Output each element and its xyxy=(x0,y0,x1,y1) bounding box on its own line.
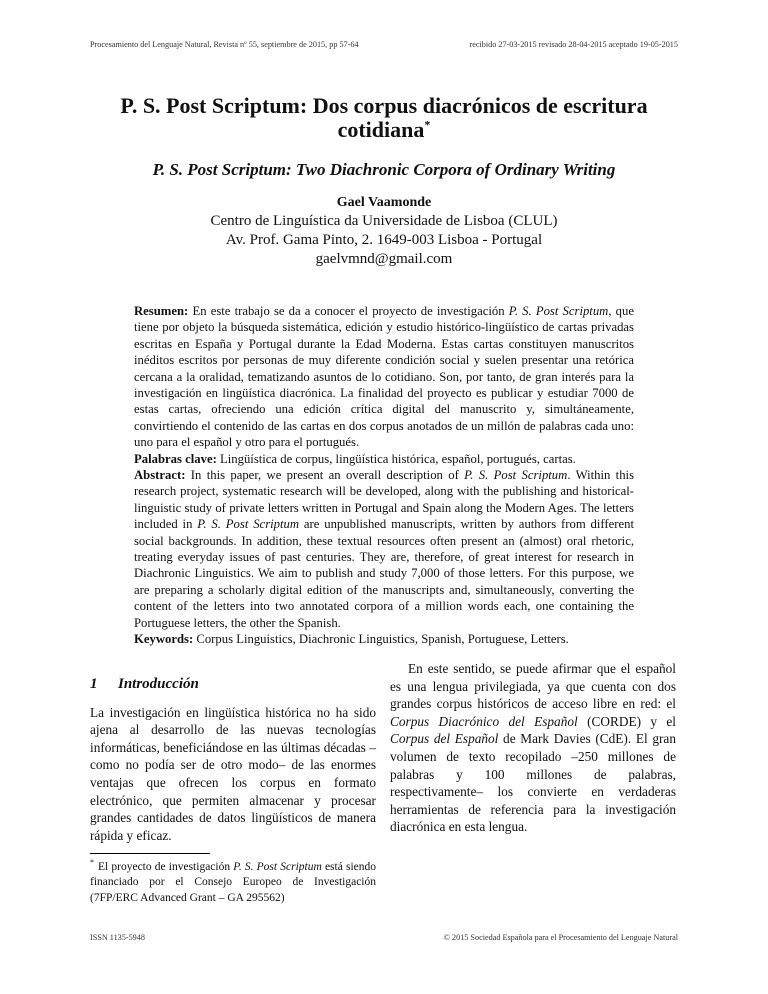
abstract-paragraph xyxy=(134,467,634,631)
resumen-text-1: En este trabajo se da a conocer el proyecto de investigación xyxy=(192,304,505,318)
cde-title: Corpus del Español xyxy=(390,731,499,747)
right-column xyxy=(390,660,676,836)
abstract-text-3: are unpublished manuscripts, written by authors from different social backgrounds. In addition, these textual resources often present an (almost) oral rhetoric, treating everyday issues of past centuries. They are, therefore, of great interest for research in Diachronic Linguistics. We aim to publish and study 7,000 of those letters. For this purpose, we are preparing a scholarly digital edition of the manuscripts and, simultaneously, converting the content of the letters into two annotated corpora of a million words each, one containing the Portuguese letters, the other the Spanish. xyxy=(134,517,634,630)
resumen-project-name: P. S. Post Scriptum xyxy=(508,304,609,318)
abstract-keywords-text: Corpus Linguistics, Diachronic Linguistics, Spanish, Portuguese, Letters. xyxy=(196,632,569,647)
footnote-mark: * xyxy=(90,858,94,868)
title-block xyxy=(90,94,678,269)
right-text-1: En este sentido, se puede afirmar que el español es una lengua privilegiada, ya que cuenta con dos grandes corpus históricos de acceso libre en red: el xyxy=(390,661,676,712)
footnote-project-name: P. S. Post Scriptum xyxy=(233,861,322,873)
title-footnote-mark[interactable]: * xyxy=(424,117,431,132)
page-footer xyxy=(90,933,678,942)
resumen-block xyxy=(134,303,634,467)
submission-dates: recibido 27-03-2015 revisado 28-04-2015 aceptado 19-05-2015 xyxy=(469,40,678,49)
resumen-paragraph xyxy=(134,303,634,451)
right-text-2: (CORDE) y el xyxy=(587,713,676,729)
abstract-label: Abstract: xyxy=(134,468,186,482)
abstract-text-1: In this paper, we present an overall description of xyxy=(190,468,459,482)
paper-title xyxy=(90,94,678,142)
footnote-divider xyxy=(90,853,210,854)
resumen-keywords-label: Palabras clave: xyxy=(134,451,217,466)
author-affiliation: Centro de Linguística da Universidade de Lisboa (CLUL) xyxy=(210,213,558,229)
abstract-project-name-1: P. S. Post Scriptum xyxy=(464,468,568,482)
section-title: Introducción xyxy=(118,676,199,692)
right-text-3: de Mark Davies (CdE). El gran volumen de texto recopilado –250 millones de palabras y 100 millones de palabras, respectivamente– los convierte en verdaderas herramientas de referencia para la investigación diacrónica en esta lengua. xyxy=(390,731,676,835)
issn: ISSN 1135-5948 xyxy=(90,933,145,942)
section-heading-introduccion xyxy=(90,676,376,694)
footnote-text-2: está siendo financiado por el Consejo Europeo de Investigación (7FP/ERC Advanced Grant – GA 295562) xyxy=(90,861,377,904)
footnote-text-1: El proyecto de investigación xyxy=(98,861,231,873)
resumen-label: Resumen: xyxy=(134,304,189,318)
resumen-keywords-text: Lingüística de corpus, lingüística histórica, español, portugués, cartas. xyxy=(219,451,576,466)
author-address: Av. Prof. Gama Pinto, 2. 1649-003 Lisboa - Portugal xyxy=(225,232,543,248)
author-email[interactable]: gaelvmnd@gmail.com xyxy=(315,251,453,267)
abstract-keywords-label: Keywords: xyxy=(134,632,194,647)
resumen-keywords xyxy=(134,451,634,467)
section-number: 1 xyxy=(90,676,98,692)
copyright: © 2015 Sociedad Española para el Procesamiento del Lenguaje Natural xyxy=(443,933,678,942)
right-paragraph xyxy=(390,660,676,836)
journal-citation: Procesamiento del Lenguaje Natural, Revista nº 55, septiembre de 2015, pp 57-64 xyxy=(90,40,359,49)
resumen-text-2: , que tiene por objeto la búsqueda sistemática, edición y estudio histórico-lingüístico de cartas privadas escritas en España y Portugal durante la Edad Moderna. Estas cartas constituyen manuscritos inéditos escritos por personas de muy diferente condición social y suelen presentar una retórica cercana a la oralidad, tematizando asuntos de lo cotidiano. Son, por tanto, de gran interés para la investigación en lingüística diacrónica. La finalidad del proyecto es publicar y estudiar 7000 de estas cartas, ofreciendo una edición crítica digital del manuscrito y, simultáneamente, convirtiendo el contenido de las cartas en dos corpus anotados de un millón de palabras cada uno: uno para el español y otro para el portugués. xyxy=(134,304,634,450)
paper-title-text: P. S. Post Scriptum: Dos corpus diacrónicos de escritura cotidiana xyxy=(120,93,648,142)
left-column xyxy=(90,640,376,844)
abstract-text-2: . Within this research project, systematic research will be developed, along with the publishing and historical-linguistic study of private letters written in Portugal and Spain along the Modern Ages. The letters included in xyxy=(134,468,635,532)
footnote xyxy=(90,860,376,906)
abstract-project-name-2: P. S. Post Scriptum xyxy=(197,517,300,532)
abstract-block xyxy=(134,467,634,647)
running-header xyxy=(90,40,678,49)
english-title: P. S. Post Scriptum: Two Diachronic Corpora of Ordinary Writing xyxy=(152,160,616,179)
author-name: Gael Vaamonde xyxy=(336,195,432,210)
corde-title: Corpus Diacrónico del Español xyxy=(390,713,578,729)
intro-paragraph: La investigación en lingüística histórica no ha sido ajena al desarrollo de las nuevas tecnologías informáticas, beneficiándose en las últimas décadas –como no podía ser de otro modo– de las enormes ventajas que ofrecen los corpus en formato electrónico, que permiten almacenar y procesar grandes cantidades de datos lingüísticos de manera rápida y eficaz. xyxy=(90,704,376,843)
